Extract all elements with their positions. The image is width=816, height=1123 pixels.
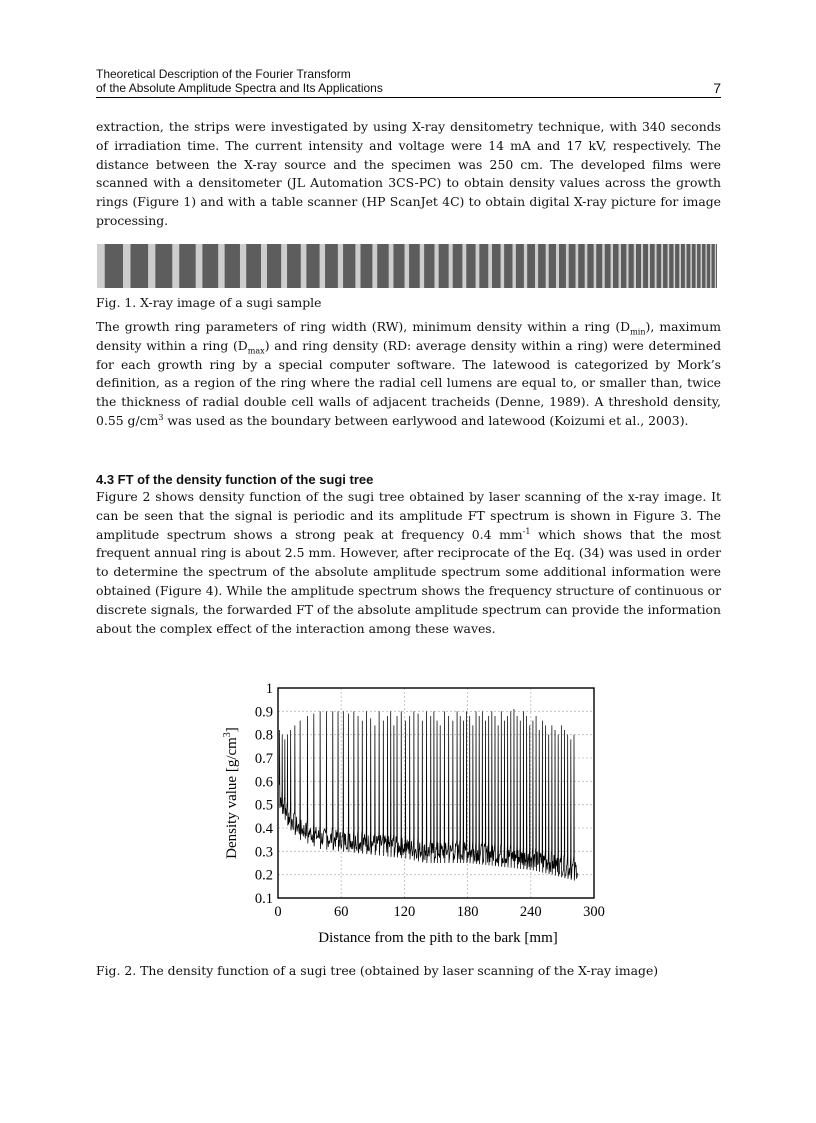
p2-text-a: The growth ring parameters of ring width (RW), minimum density within a ring (D (96, 319, 631, 334)
x-tick-label: 0 (274, 904, 282, 920)
figure-1-xray-image (97, 244, 717, 288)
y-tick-label: 0.5 (254, 797, 273, 814)
p2-text-b: ), maximum density within a ring (D (96, 319, 721, 353)
x-tick-label: 180 (456, 904, 479, 920)
paragraph-density-function (96, 488, 721, 638)
figure-2-caption: Fig. 2. The density function of a sugi tree (obtained by laser scanning of the X-ray image) (96, 963, 659, 978)
y-tick-label: 0.6 (254, 774, 273, 791)
p3-text-a: Figure 2 shows density function of the sugi tree obtained by laser scanning of the x-ray image. It can be seen that the signal is periodic and its amplitude FT spectrum is shown in Figure 3. The amplitude spectrum shows a strong peak at frequency 0.4 mm (96, 489, 721, 542)
xray-ring-bands (97, 244, 717, 288)
running-header (96, 67, 721, 95)
x-tick-labels (274, 904, 605, 920)
y-axis-label-end: ] (224, 727, 240, 733)
y-tick-label: 0.9 (254, 704, 273, 721)
chart-grid (278, 688, 594, 898)
paragraph-growth-ring-parameters (96, 318, 721, 431)
p2-text-c: ) and ring density (RD: average density within a ring) were determined for each growth ring by a special computer software. The latewood is categorized by Mork’s definition, as a region of the ring where the radial cell lumens are equal to, or smaller than, twice the thickness of radial double cell walls of adjacent tracheids (Denne, 1989). A threshold density, 0.55 g/cm (96, 337, 721, 428)
x-tick-label: 300 (583, 904, 605, 920)
y-tick-labels (255, 681, 274, 907)
figure-1-caption: Fig. 1. X-ray image of a sugi sample (96, 295, 322, 310)
y-tick-label: 0.3 (254, 844, 273, 861)
p3-sup-minus-1: -1 (522, 526, 531, 536)
y-axis-label-superscript: 3 (222, 732, 233, 738)
section-heading: 4.3 FT of the density function of the sugi tree (96, 472, 374, 487)
header-title-line-2: of the Absolute Amplitude Spectra and Its Applications (96, 81, 383, 95)
density-series (279, 709, 577, 881)
y-tick-label: 0.4 (254, 821, 273, 837)
y-tick-label: 0.1 (254, 891, 273, 907)
y-axis-label (222, 727, 240, 859)
x-tick-label: 60 (333, 904, 349, 920)
p3-text-b: which shows that the most frequent annual ring is about 2.5 mm. However, after reciprocate of the Eq. (34) was used in order to determine the spectrum of the absolute amplitude spectrum some additional information were obtained (Figure 4). While the amplitude spectrum shows the frequency structure of continuous or discrete signals, the forwarded FT of the absolute amplitude spectrum can provide the information about the complex effect of the interaction among these waves. (96, 526, 721, 636)
x-tick-label: 240 (519, 904, 542, 920)
p2-sub-max: max (247, 346, 265, 356)
x-axis-label: Distance from the pith to the bark [mm] (318, 930, 558, 946)
y-tick-label: 1 (265, 681, 273, 697)
y-tick-label: 0.7 (254, 751, 273, 767)
header-title-line-1: Theoretical Description of the Fourier Transform (96, 67, 351, 81)
paragraph-xray-method: extraction, the strips were investigated by using X-ray densitometry technique, with 340 seconds of irradiation time. The current intensity and voltage were 14 mA and 17 kV, respectively. The distance between the X-ray source and the specimen was 250 cm. The developed films were scanned with a densitometer (JL Automation 3CS-PC) to obtain density values across the growth rings (Figure 1) and with a table scanner (HP ScanJet 4C) to obtain digital X-ray picture for image processing. (96, 119, 721, 228)
p2-text-d: was used as the boundary between earlywood and latewood (Koizumi et al., 2003). (163, 412, 689, 428)
page-number: 7 (713, 80, 721, 96)
y-tick-label: 0.2 (254, 867, 273, 884)
density-line (279, 709, 577, 881)
xray-image-rings (97, 244, 717, 288)
y-axis-label-text: Density value [g/cm (224, 737, 240, 859)
p2-sub-min: min (630, 327, 646, 337)
x-tick-label: 120 (393, 904, 416, 920)
plot-frame (278, 688, 594, 898)
y-tick-label: 0.8 (254, 727, 273, 744)
figure-2-density-chart (210, 672, 620, 948)
p2-sup-3: 3 (158, 412, 164, 422)
header-rule (96, 97, 721, 98)
